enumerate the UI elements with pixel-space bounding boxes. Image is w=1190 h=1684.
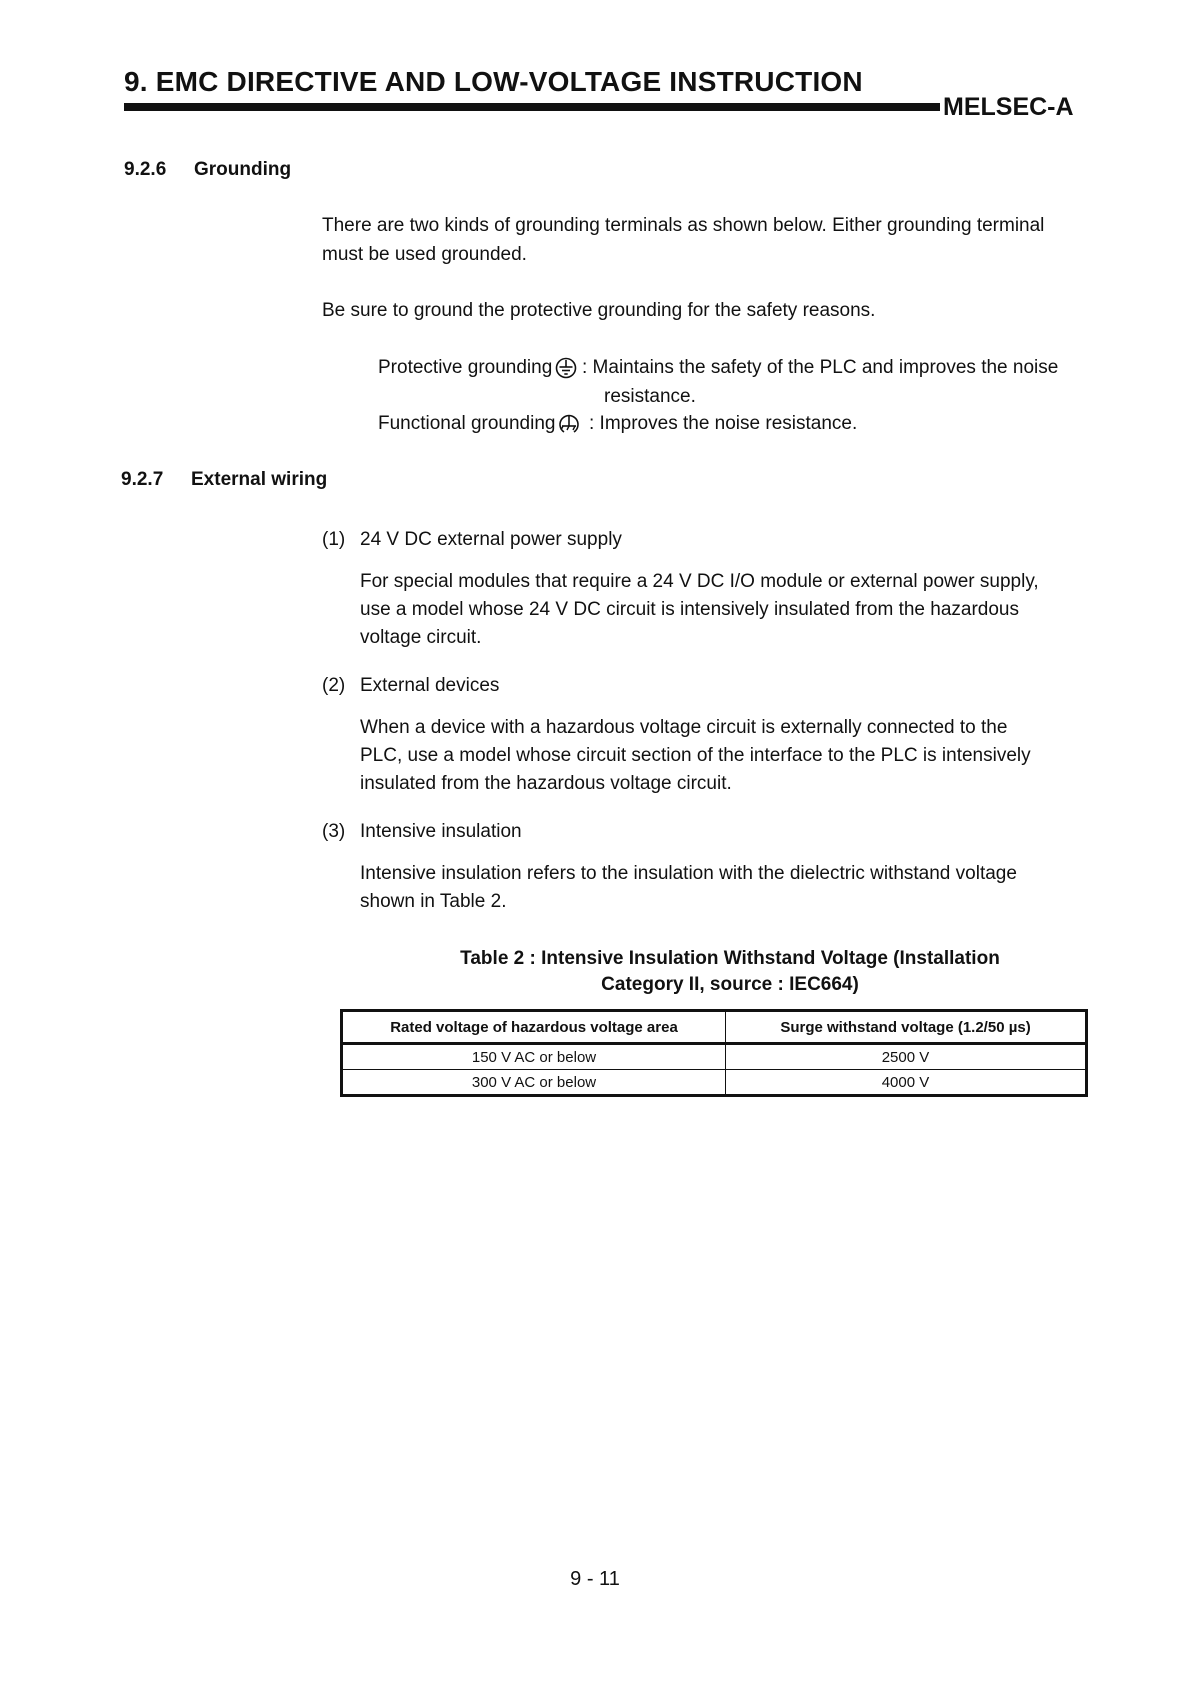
protective-grounding-desc-line1: : Maintains the safety of the PLC and improves the noise [582,357,1059,378]
wiring-item-1-number: (1) [322,529,346,550]
section-926-number: 9.2.6 [124,159,167,180]
section-926-title: Grounding [194,159,292,180]
wiring-item-3-heading: Intensive insulation [360,821,522,842]
functional-grounding-text: Functional grounding [378,413,556,434]
wiring-item-1-line2: use a model whose 24 V DC circuit is intensively insulated from the hazardous [360,599,1019,620]
wiring-item-2-line3: insulated from the hazardous voltage circuit. [360,773,732,794]
page-number: 9 - 11 [570,1568,620,1590]
table-cell-rated-voltage: 300 V AC or below [342,1070,726,1096]
table-row [342,1044,1087,1070]
table-cell-rated-voltage: 150 V AC or below [342,1044,726,1070]
functional-grounding-label [378,409,582,438]
table-header-rated-voltage: Rated voltage of hazardous voltage area [342,1011,726,1044]
functional-grounding-desc: : Improves the noise resistance. [589,413,858,434]
table-cell-surge-voltage: 2500 V [726,1044,1087,1070]
section-927-number: 9.2.7 [121,469,164,490]
table-2-caption [330,946,1130,998]
wiring-item-2-line2: PLC, use a model whose circuit section of the interface to the PLC is intensively [360,745,1031,766]
protective-grounding-label [378,353,579,382]
wiring-item-1-heading: 24 V DC external power supply [360,529,622,550]
protective-grounding-text: Protective grounding [378,357,553,378]
table-2-caption-line1: Table 2 : Intensive Insulation Withstand Voltage (Installation [460,948,1000,969]
grounding-para1-line2: must be used grounded. [322,244,527,265]
grounding-para2: Be sure to ground the protective grounding for the safety reasons. [322,300,876,321]
wiring-item-2-number: (2) [322,675,346,696]
insulation-withstand-table [340,1009,1088,1097]
wiring-item-2-line1: When a device with a hazardous voltage circuit is externally connected to the [360,717,1008,738]
wiring-item-1-line3: voltage circuit. [360,627,482,648]
functional-ground-icon [558,413,580,435]
table-row [342,1070,1087,1096]
table-header-row [342,1011,1087,1044]
protective-grounding-desc-line2: resistance. [604,386,696,407]
table-header-surge-voltage: Surge withstand voltage (1.2/50 µs) [726,1011,1087,1044]
wiring-item-1-line1: For special modules that require a 24 V DC I/O module or external power supply, [360,571,1039,592]
protective-ground-icon [555,357,577,379]
chapter-title: 9. EMC DIRECTIVE AND LOW-VOLTAGE INSTRUCTION [124,66,863,97]
header-rule [124,103,940,111]
wiring-item-3-number: (3) [322,821,346,842]
wiring-item-2-heading: External devices [360,675,500,696]
section-927-title: External wiring [191,469,328,490]
table-2-caption-line2: Category II, source : IEC664) [601,974,859,995]
grounding-para1-line1: There are two kinds of grounding terminals as shown below. Either grounding terminal [322,215,1045,236]
wiring-item-3-line2: shown in Table 2. [360,891,507,912]
brand-label: MELSEC-A [943,93,1074,121]
table-cell-surge-voltage: 4000 V [726,1070,1087,1096]
wiring-item-3-line1: Intensive insulation refers to the insulation with the dielectric withstand voltage [360,863,1017,884]
